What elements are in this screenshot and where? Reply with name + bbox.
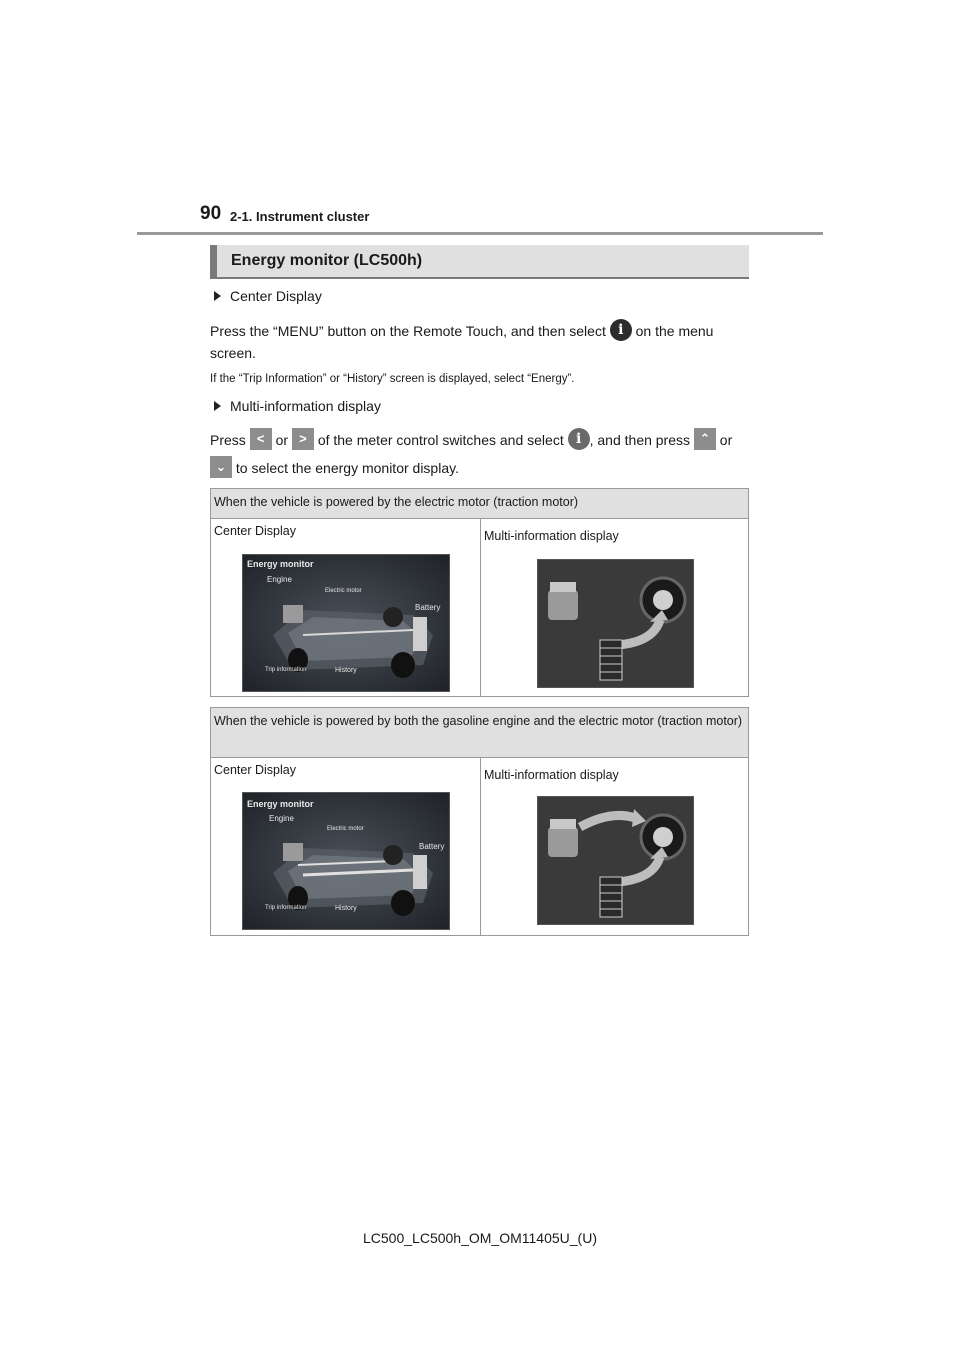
table-heading: When the vehicle is powered by both the gasoline engine and the electric motor (traction motor) <box>211 708 748 758</box>
center-display-note: If the “Trip Information” or “History” screen is displayed, select “Energy”. <box>210 373 575 385</box>
center-display-instruction <box>210 320 713 343</box>
screen-history-label: History <box>335 667 357 674</box>
multi-info-label: Multi-information display <box>484 768 619 782</box>
document-footer: LC500_LC500h_OM_OM11405U_(U) <box>363 1230 597 1246</box>
screen-motor-label: Electric motor <box>327 826 364 832</box>
page-number: 90 <box>200 203 222 224</box>
chevron-down-icon: ⌄ <box>210 456 232 478</box>
and-then-text: , and then press <box>589 432 691 448</box>
table-body <box>211 758 748 935</box>
section-heading: Energy monitor (LC500h) <box>231 252 423 269</box>
header-rule <box>137 232 823 235</box>
or-text: or <box>275 432 289 448</box>
table-body <box>211 519 748 696</box>
screen-title: Energy monitor <box>247 559 314 569</box>
instruction-text: Press the “MENU” button on the Remote Touch, and then select <box>210 323 606 339</box>
screen-trip-label: Trip information <box>265 905 307 911</box>
or-text-2: or <box>719 432 733 448</box>
bullet-multi-info-label: Multi-information display <box>230 398 381 414</box>
screen-engine-label: Engine <box>269 814 294 823</box>
column-divider <box>480 519 481 696</box>
screen-history-label: History <box>335 905 357 912</box>
column-divider <box>480 758 481 935</box>
info-icon: i <box>568 428 590 450</box>
battery-stack <box>600 640 622 680</box>
center-display-label: Center Display <box>214 524 296 538</box>
screen-trip-label: Trip information <box>265 667 307 673</box>
table-electric-motor <box>210 488 749 697</box>
mid-display-instruction-cont <box>210 457 459 480</box>
energy-flow-illustration <box>538 797 693 924</box>
bullet-center-display-label: Center Display <box>230 288 322 304</box>
chevron-up-icon: ⌃ <box>694 428 716 450</box>
center-display-screenshot <box>242 792 450 930</box>
multi-info-screenshot <box>537 796 694 925</box>
of-meter-text: of the meter control switches and select <box>317 432 564 448</box>
to-select-text: to select the energy monitor display. <box>235 460 459 476</box>
energy-flow-illustration <box>538 560 693 687</box>
section-title: 2-1. Instrument cluster <box>230 209 370 224</box>
instruction-text-2: on the menu <box>635 323 714 339</box>
center-display-label: Center Display <box>214 763 296 777</box>
bullet-center-display <box>214 288 322 304</box>
center-display-instruction-cont: screen. <box>210 345 256 361</box>
table-heading: When the vehicle is powered by the electric motor (traction motor) <box>211 489 748 519</box>
center-display-screenshot <box>242 554 450 692</box>
battery-stack <box>600 877 622 917</box>
screen-title: Energy monitor <box>247 799 314 809</box>
multi-info-screenshot <box>537 559 694 688</box>
table-engine-and-motor <box>210 707 749 936</box>
screen-motor-label: Electric motor <box>325 588 362 594</box>
screen-battery-label: Battery <box>415 603 441 612</box>
mid-display-instruction <box>210 429 732 452</box>
multi-info-label: Multi-information display <box>484 529 619 543</box>
chevron-right-icon: > <box>292 428 314 450</box>
chevron-left-icon: < <box>250 428 272 450</box>
press-text: Press <box>210 432 246 448</box>
screen-engine-label: Engine <box>267 575 292 584</box>
bullet-multi-info-display <box>214 398 381 414</box>
info-icon: i <box>610 319 632 341</box>
bullet-triangle-icon <box>214 401 221 411</box>
screen-battery-label: Battery <box>419 842 445 851</box>
bullet-triangle-icon <box>214 291 221 301</box>
section-heading-bar <box>210 245 749 279</box>
